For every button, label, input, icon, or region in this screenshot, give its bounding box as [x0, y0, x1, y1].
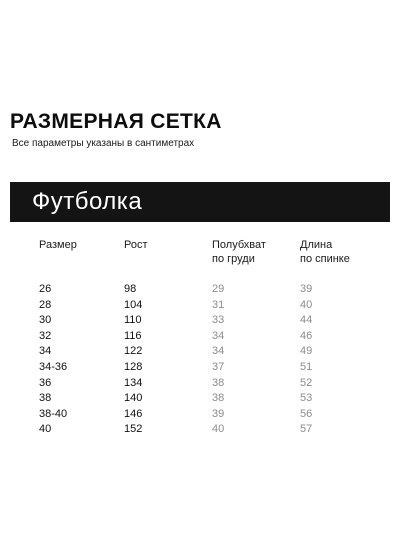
size-cell: 26	[39, 283, 52, 295]
height-cell: 134	[124, 376, 143, 389]
size-cell: 40	[39, 423, 52, 436]
chest-cell: 29	[212, 283, 225, 295]
size-cell: 34	[39, 345, 52, 358]
table-row	[0, 407, 400, 423]
length-cell: 44	[300, 314, 313, 327]
banner-label: Футболка	[32, 188, 143, 215]
height-cell: 146	[124, 407, 143, 420]
table-row	[0, 298, 400, 314]
chest-cell: 37	[212, 360, 225, 373]
chest-cell: 34	[212, 345, 225, 358]
size-cell: 28	[39, 298, 52, 311]
page-subtitle: Все параметры указаны в сантиметрах	[12, 138, 195, 149]
col-header-length-line1: Длина	[300, 239, 333, 251]
col-header-height-line: Рост	[124, 239, 148, 251]
table-row	[0, 376, 400, 392]
size-cell: 36	[39, 376, 52, 389]
chest-cell: 40	[212, 423, 225, 436]
length-cell: 40	[300, 298, 313, 311]
table-row	[0, 313, 400, 329]
table-row	[0, 344, 400, 360]
col-header-chest	[212, 238, 266, 266]
length-cell: 39	[300, 283, 313, 295]
chest-cell: 34	[212, 329, 225, 342]
product-banner	[10, 182, 390, 222]
height-cell: 140	[124, 392, 143, 405]
table-row	[0, 360, 400, 376]
height-cell: 104	[124, 298, 143, 311]
height-cell: 116	[124, 329, 142, 342]
height-cell: 98	[124, 283, 137, 295]
length-cell: 57	[300, 423, 313, 436]
length-cell: 53	[300, 392, 313, 405]
chest-cell: 38	[212, 376, 225, 389]
chest-cell: 31	[212, 298, 225, 311]
chest-cell: 38	[212, 392, 225, 405]
col-header-size-line: Размер	[39, 239, 77, 251]
height-cell: 128	[124, 360, 143, 373]
size-table	[0, 282, 400, 438]
chest-cell: 39	[212, 407, 225, 420]
length-cell: 49	[300, 345, 313, 358]
size-cell: 32	[39, 329, 52, 342]
height-cell: 122	[124, 345, 143, 358]
size-cell: 30	[39, 314, 52, 327]
col-header-length	[300, 238, 350, 266]
length-cell: 51	[300, 360, 313, 373]
col-header-length-line2: по спинке	[300, 253, 350, 265]
table-row	[0, 391, 400, 407]
page-title: РАЗМЕРНАЯ СЕТКА	[10, 110, 222, 133]
size-cell: 34-36	[39, 360, 68, 373]
col-header-chest-line2: по груди	[212, 253, 255, 265]
size-cell: 38-40	[39, 407, 68, 420]
length-cell: 46	[300, 329, 313, 342]
length-cell: 56	[300, 407, 313, 420]
length-cell: 52	[300, 376, 313, 389]
height-cell: 152	[124, 423, 143, 436]
table-row	[0, 422, 400, 438]
size-cell: 38	[39, 392, 52, 405]
col-header-height	[124, 238, 148, 252]
table-row	[0, 282, 400, 298]
height-cell: 110	[124, 314, 142, 327]
chest-cell: 33	[212, 314, 225, 327]
table-row	[0, 329, 400, 345]
col-header-size	[39, 238, 77, 252]
col-header-chest-line1: Полубхват	[212, 239, 266, 251]
